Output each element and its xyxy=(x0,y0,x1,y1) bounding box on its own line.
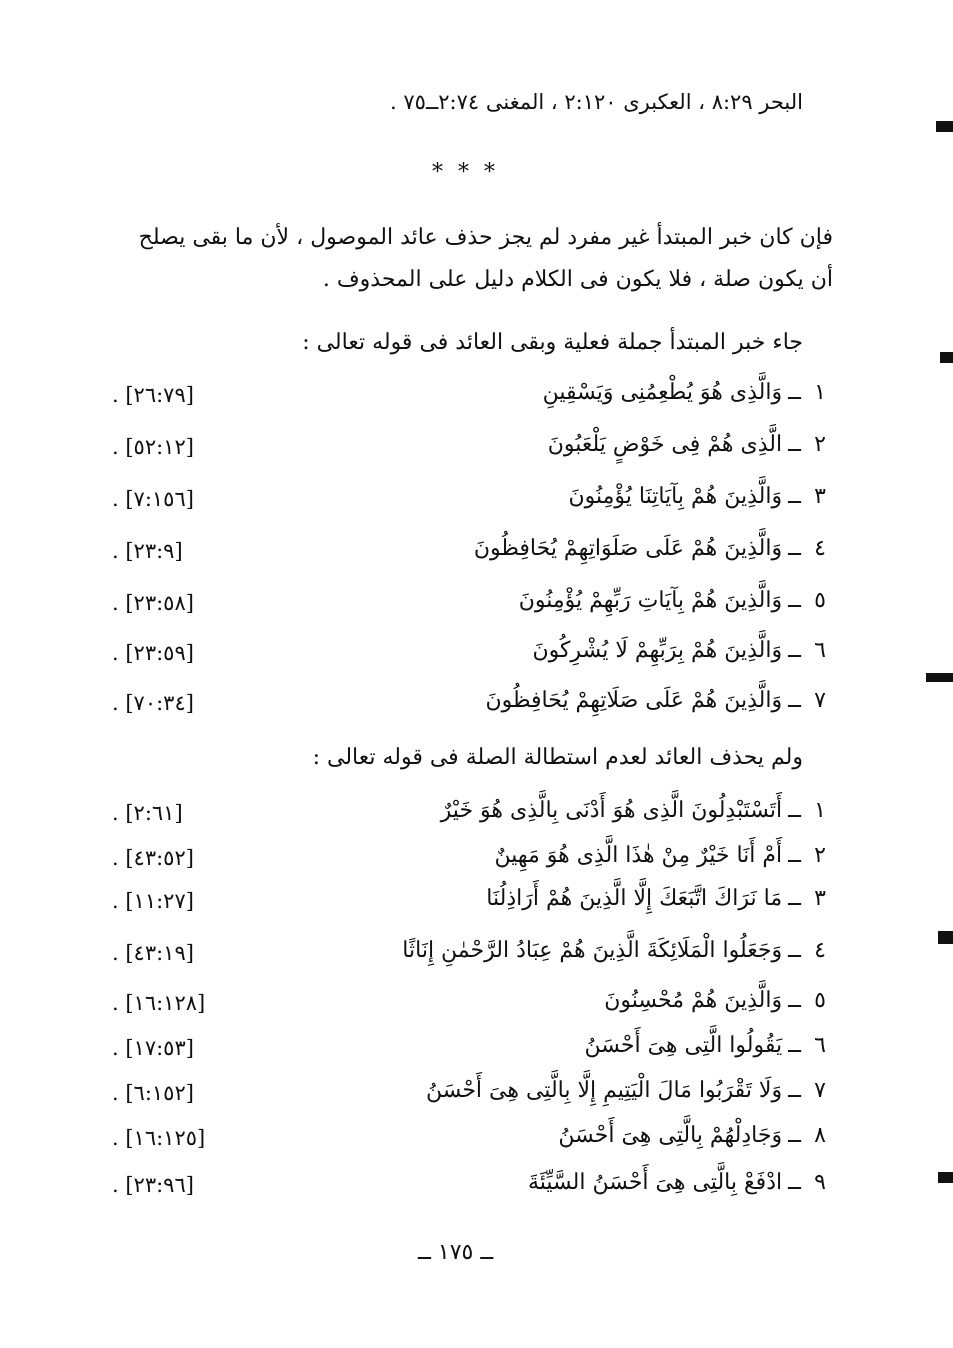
verse-text: وَالَّذِينَ هُمْ عَلَى صَلَاتِهِمْ يُحَافِظُونَ xyxy=(485,688,783,713)
list-item xyxy=(486,886,833,911)
scan-edge-mark xyxy=(926,673,953,682)
verse-text: ادْفَعْ بِالَّتِى هِىَ أَحْسَنُ السَّيِّئَةَ xyxy=(527,1170,783,1195)
verse-text: أَمْ أَنَا خَيْرٌ مِنْ هٰذَا الَّذِى هُوَ مَهِينٌ xyxy=(494,843,783,868)
dash: ــ xyxy=(788,484,801,509)
verse-reference: [٢٣:٥٨] . xyxy=(112,591,194,615)
list-item xyxy=(558,1123,833,1148)
item-number: ٨ xyxy=(814,1123,826,1148)
list-item xyxy=(402,938,833,963)
list-item xyxy=(426,1078,833,1103)
list-item xyxy=(585,1033,833,1058)
list-item xyxy=(568,484,833,509)
scan-edge-mark xyxy=(940,352,953,363)
dash: ــ xyxy=(788,988,801,1013)
list-item xyxy=(441,798,833,823)
dash: ــ xyxy=(788,432,801,457)
dash: ــ xyxy=(788,1170,801,1195)
list-item xyxy=(485,688,833,713)
verse-reference: [٦:١٥٢] . xyxy=(112,1081,194,1105)
verse-text: وَالَّذِينَ هُمْ عَلَى صَلَوَاتِهِمْ يُحَافِظُونَ xyxy=(473,536,783,561)
verse-reference: [٤٣:١٩] . xyxy=(112,941,194,965)
list-item xyxy=(519,588,833,613)
section2-heading: ولم يحذف العائد لعدم استطالة الصلة فى قوله تعالى : xyxy=(312,745,803,770)
verse-text: وَلَا تَقْرَبُوا مَالَ الْيَتِيمِ إِلَّا بِالَّتِى هِىَ أَحْسَنُ xyxy=(425,1078,783,1103)
verse-text: وَالَّذِينَ هُمْ مُحْسِنُونَ xyxy=(604,988,783,1013)
verse-reference: [١٦:١٢٥] . xyxy=(112,1126,206,1150)
item-number: ٥ xyxy=(814,988,826,1013)
section1-heading: جاء خبر المبتدأ جملة فعلية وبقى العائد فى قوله تعالى : xyxy=(302,330,803,355)
item-number: ٢ xyxy=(814,843,826,868)
item-number: ٤ xyxy=(814,536,826,561)
section-separator: * * * xyxy=(432,160,499,185)
item-number: ٤ xyxy=(814,938,826,963)
item-number: ١ xyxy=(814,798,826,823)
item-number: ٦ xyxy=(814,638,826,663)
verse-text: يَقُولُوا الَّتِى هِىَ أَحْسَنُ xyxy=(584,1033,783,1058)
list-item xyxy=(494,843,833,868)
verse-reference: [٢٣:٩] . xyxy=(112,539,183,563)
verse-reference: [١١:٢٧] . xyxy=(112,889,194,913)
verse-reference: [١٦:١٢٨] . xyxy=(112,991,206,1015)
dash: ــ xyxy=(788,380,801,405)
verse-reference: [١٧:٥٣] . xyxy=(112,1036,194,1060)
verse-reference: [٢٣:٩٦] . xyxy=(112,1173,194,1197)
item-number: ١ xyxy=(814,380,826,405)
item-number: ٩ xyxy=(814,1170,826,1195)
verse-text: وَالَّذِينَ هُمْ بِآيَاتِ رَبِّهِمْ يُؤْمِنُونَ xyxy=(518,588,783,613)
verse-reference: [٢٣:٥٩] . xyxy=(112,641,194,665)
list-item xyxy=(532,638,833,663)
dash: ــ xyxy=(788,1078,801,1103)
verse-text: الَّذِى هُمْ فِى خَوْضٍ يَلْعَبُونَ xyxy=(547,432,783,457)
header-citation: البحر ٨:٢٩ ، العكبرى ٢:١٢٠ ، المغنى ٢:٧٤ــ٧٥ . xyxy=(390,90,803,114)
verse-text: وَالَّذِينَ هُمْ بِرَبِّهِمْ لَا يُشْرِكُونَ xyxy=(532,638,783,663)
verse-text: وَجَادِلْهُمْ بِالَّتِى هِىَ أَحْسَنُ xyxy=(558,1123,783,1148)
dash: ــ xyxy=(788,688,801,713)
dash: ــ xyxy=(788,798,801,823)
verse-text: مَا نَرَاكَ اتَّبَعَكَ إِلَّا الَّذِينَ هُمْ أَرَاذِلُنَا xyxy=(486,886,783,911)
verse-reference: [٤٣:٥٢] . xyxy=(112,846,194,870)
list-item xyxy=(548,432,833,457)
list-item xyxy=(604,988,833,1013)
dash: ــ xyxy=(788,1123,801,1148)
list-item xyxy=(528,1170,833,1195)
page-number: ــ ١٧٥ ــ xyxy=(418,1240,494,1265)
item-number: ٧ xyxy=(814,1078,826,1103)
scan-edge-mark xyxy=(936,121,953,132)
item-number: ٣ xyxy=(814,886,826,911)
item-number: ٥ xyxy=(814,588,826,613)
scan-edge-mark xyxy=(938,931,953,944)
item-number: ٣ xyxy=(814,484,826,509)
verse-reference: [٧:١٥٦] . xyxy=(112,487,194,511)
verse-text: أَتَسْتَبْدِلُونَ الَّذِى هُوَ أَدْنَى بِالَّذِى هُوَ خَيْرٌ xyxy=(440,798,783,823)
verse-reference: [٧٠:٣٤] . xyxy=(112,691,194,715)
item-number: ٧ xyxy=(814,688,826,713)
verse-reference: [٢٦:٧٩] . xyxy=(112,383,194,407)
intro-paragraph-line-1: فإن كان خبر المبتدأ غير مفرد لم يجز حذف عائد الموصول ، لأن ما بقى يصلح xyxy=(138,225,833,250)
verse-reference: [٥٢:١٢] . xyxy=(112,435,194,459)
dash: ــ xyxy=(788,638,801,663)
dash: ــ xyxy=(788,843,801,868)
verse-reference: [٢:٦١] . xyxy=(112,801,183,825)
verse-text: وَالَّذِينَ هُمْ بِآيَاتِنَا يُؤْمِنُونَ xyxy=(568,484,783,509)
item-number: ٢ xyxy=(814,432,826,457)
dash: ــ xyxy=(788,588,801,613)
dash: ــ xyxy=(788,886,801,911)
item-number: ٦ xyxy=(814,1033,826,1058)
verse-text: وَالَّذِى هُوَ يُطْعِمُنِى وَيَسْقِينِ xyxy=(542,380,783,405)
dash: ــ xyxy=(788,938,801,963)
list-item xyxy=(474,536,833,561)
intro-paragraph-line-2: أن يكون صلة ، فلا يكون فى الكلام دليل على المحذوف . xyxy=(322,267,833,292)
dash: ــ xyxy=(788,536,801,561)
verse-text: وَجَعَلُوا الْمَلَائِكَةَ الَّذِينَ هُمْ عِبَادُ الرَّحْمٰنِ إِنَاثًا xyxy=(402,938,783,963)
scan-edge-mark xyxy=(938,1172,953,1183)
dash: ــ xyxy=(788,1033,801,1058)
list-item xyxy=(543,380,833,405)
